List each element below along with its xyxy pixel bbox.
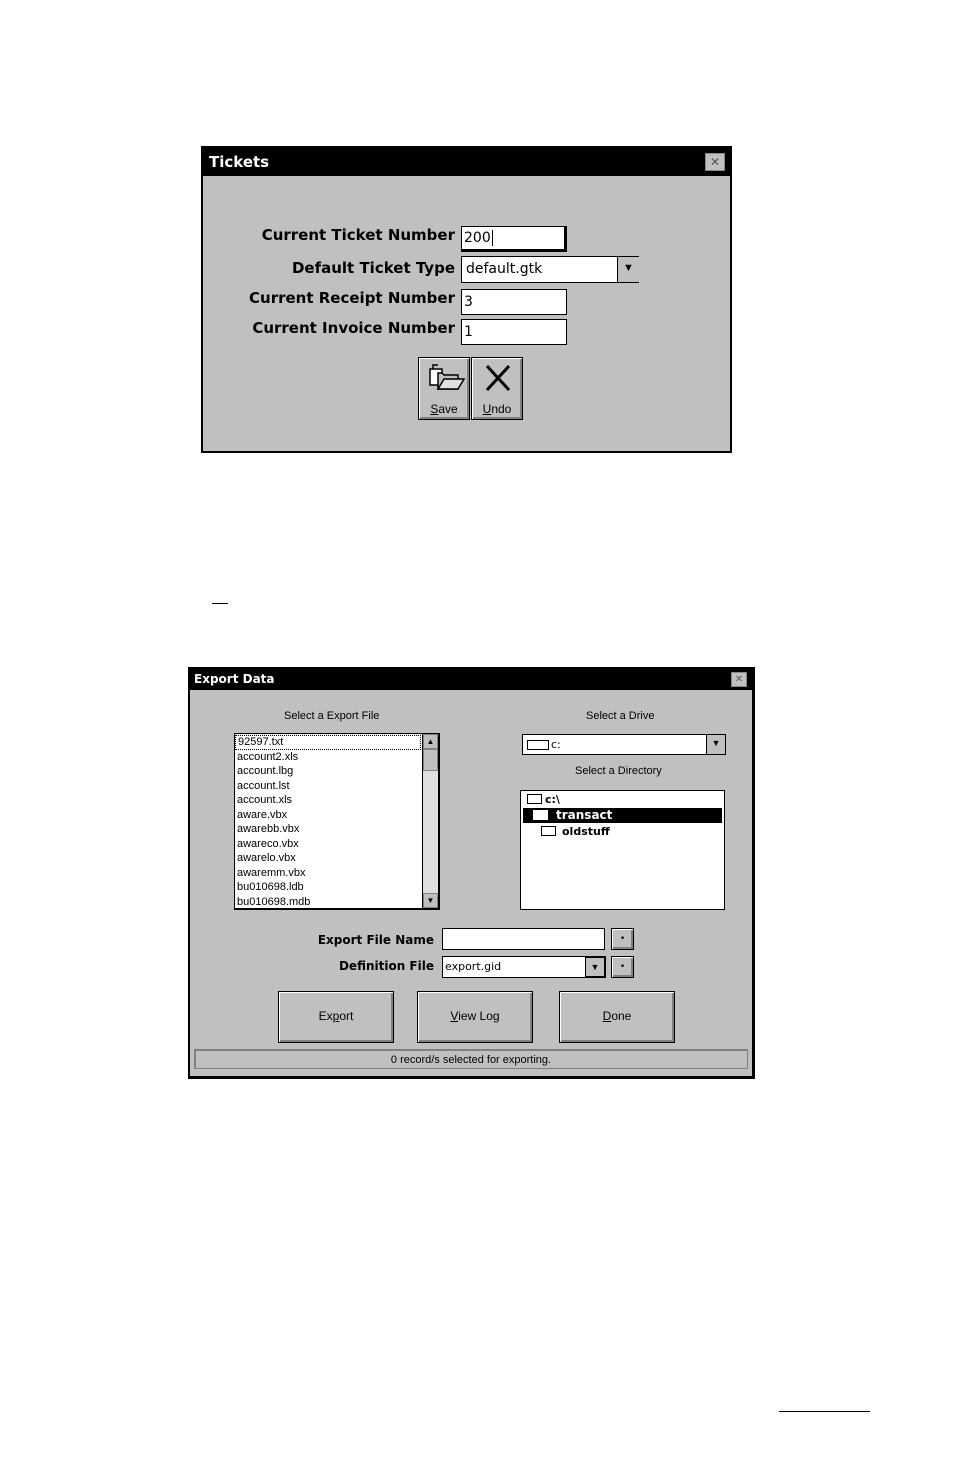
definition-file-select[interactable] — [442, 956, 606, 978]
default-ticket-type-select[interactable] — [461, 256, 639, 283]
current-receipt-number-value: 3 — [464, 294, 473, 310]
directory-item[interactable]: c:\ — [523, 792, 722, 807]
footer-rule — [779, 1411, 870, 1412]
close-icon[interactable]: ✕ — [705, 153, 725, 171]
default-ticket-type-value: default.gtk — [466, 261, 543, 277]
file-list-item[interactable]: bu010698.mdb — [237, 895, 311, 908]
directory-item-selected[interactable]: transact — [523, 808, 722, 823]
status-text: 0 record/s selected for exporting. — [390, 1054, 552, 1066]
directory-item[interactable]: oldstuff — [523, 824, 722, 839]
default-ticket-type-label: Default Ticket Type — [291, 259, 455, 277]
undo-button[interactable] — [471, 357, 523, 420]
save-button[interactable] — [418, 357, 470, 420]
drive-value: c: — [551, 738, 561, 751]
definition-file-browse-button[interactable]: • — [611, 956, 634, 978]
save-button-label: Save — [430, 402, 458, 416]
export-data-dialog — [188, 667, 755, 1079]
current-invoice-number-value: 1 — [464, 324, 473, 340]
export-title: Export Data — [194, 672, 275, 686]
select-export-file-label: Select a Export File — [284, 710, 380, 722]
drive-select[interactable] — [522, 734, 726, 755]
chevron-down-icon[interactable]: ▼ — [423, 893, 438, 908]
file-list-item[interactable]: awaremm.vbx — [237, 866, 306, 879]
open-folder-icon — [533, 810, 548, 820]
open-folder-icon — [424, 363, 466, 393]
file-list-item[interactable]: account2.xls — [237, 750, 299, 763]
export-file-name-browse-button[interactable]: • — [611, 928, 634, 950]
file-list-item[interactable]: awarebb.vbx — [237, 823, 300, 835]
directory-list[interactable] — [520, 790, 725, 910]
current-receipt-number-input[interactable] — [461, 289, 567, 315]
export-button[interactable]: Export — [278, 991, 394, 1043]
export-file-name-label: Export File Name — [317, 933, 434, 947]
view-log-button[interactable]: View Log — [417, 991, 533, 1043]
chevron-up-icon[interactable]: ▲ — [423, 734, 438, 749]
file-list-items — [235, 735, 421, 909]
file-list-scrollbar[interactable] — [422, 734, 438, 908]
current-ticket-number-label: Current Ticket Number — [261, 226, 455, 244]
file-list-item[interactable]: account.lbg — [237, 765, 294, 777]
tickets-titlebar — [203, 148, 730, 176]
file-list-item[interactable]: awareco.vbx — [237, 837, 299, 850]
underline-mark — [212, 603, 228, 604]
file-list-item[interactable]: bu010698.ldb — [237, 881, 304, 893]
chevron-down-icon[interactable]: ▼ — [585, 957, 605, 977]
tickets-dialog — [201, 146, 732, 453]
file-list-item[interactable]: 92597.txt — [235, 735, 421, 750]
select-drive-label: Select a Drive — [586, 710, 655, 722]
x-icon — [483, 363, 513, 393]
chevron-down-icon[interactable]: ▼ — [706, 735, 725, 754]
definition-file-label: Definition File — [338, 959, 434, 973]
current-invoice-number-input[interactable] — [461, 319, 567, 345]
current-ticket-number-value: 200 — [464, 230, 491, 246]
scroll-thumb[interactable] — [423, 749, 438, 771]
export-file-list[interactable] — [234, 733, 440, 910]
done-button[interactable]: Done — [559, 991, 675, 1043]
file-list-item[interactable]: account.lst — [237, 779, 290, 792]
definition-file-value: export.gid — [445, 960, 502, 973]
file-list-item[interactable]: account.xls — [237, 794, 293, 806]
folder-icon — [541, 826, 556, 836]
file-list-item[interactable]: aware.vbx — [237, 808, 288, 821]
close-icon[interactable]: ✕ — [731, 672, 747, 687]
open-folder-icon — [527, 794, 542, 804]
status-bar — [194, 1049, 748, 1069]
current-receipt-number-label: Current Receipt Number — [249, 289, 455, 307]
tickets-title: Tickets — [209, 153, 270, 171]
export-file-name-input[interactable] — [442, 928, 605, 950]
drive-icon — [527, 740, 549, 750]
current-invoice-number-label: Current Invoice Number — [252, 319, 455, 337]
select-directory-label: Select a Directory — [575, 765, 662, 777]
export-titlebar — [190, 669, 752, 690]
undo-button-label: Undo — [482, 402, 512, 416]
current-ticket-number-input[interactable] — [461, 226, 567, 252]
chevron-down-icon[interactable]: ▼ — [617, 257, 639, 282]
file-list-item[interactable]: awarelo.vbx — [237, 852, 296, 864]
